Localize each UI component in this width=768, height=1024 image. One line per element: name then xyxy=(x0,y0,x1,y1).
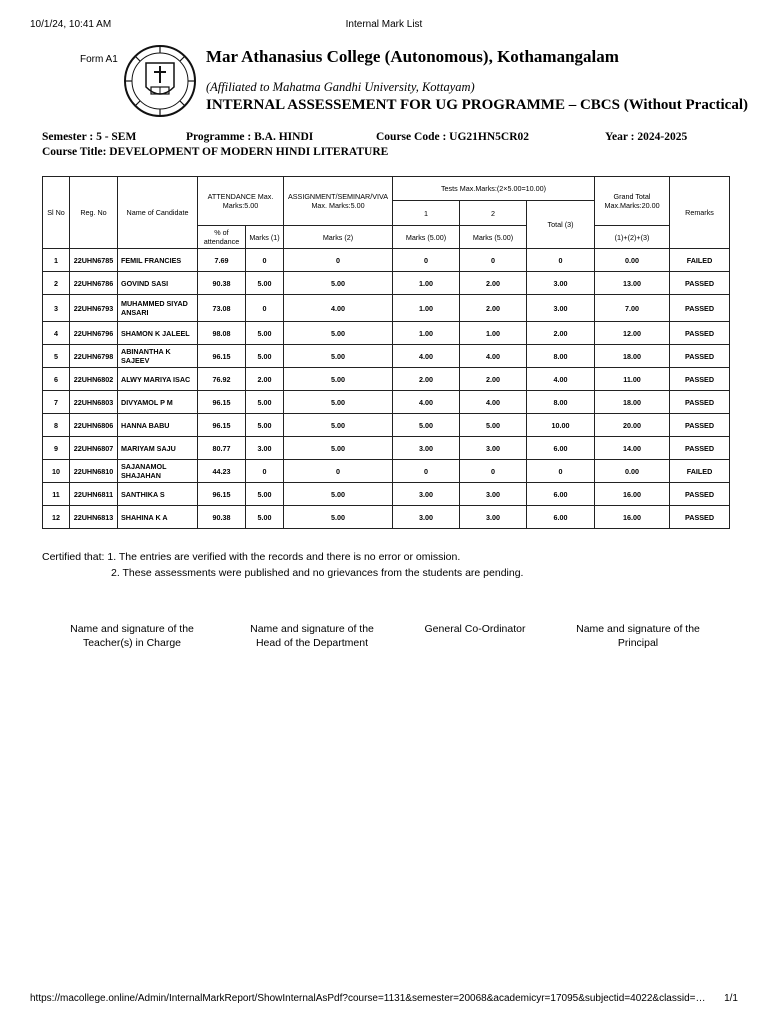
form-id: Form A1 xyxy=(80,54,118,65)
affiliation: (Affiliated to Mahatma Gandhi University, Kottayam) xyxy=(206,80,475,94)
header-tests: Tests Max.Marks:(2×5.00=10.00) xyxy=(393,177,595,201)
signature-role: Teacher(s) in Charge xyxy=(82,637,182,649)
cell-marks-1: 5.00 xyxy=(246,391,284,414)
header-name: Name of Candidate xyxy=(118,177,198,249)
cell-grand-total: 11.00 xyxy=(595,368,670,391)
cell-remarks: PASSED xyxy=(670,345,730,368)
cell-attendance-pct: 73.08 xyxy=(198,295,246,322)
header-remarks: Remarks xyxy=(670,177,730,249)
header-marks-2: Marks (2) xyxy=(284,226,393,249)
cell-test-2: 5.00 xyxy=(460,414,527,437)
cell-grand-total: 14.00 xyxy=(595,437,670,460)
signature-teacher xyxy=(52,622,212,650)
cell-name: ABINANTHA K SAJEEV xyxy=(118,345,198,368)
cell-remarks: PASSED xyxy=(670,506,730,529)
assessment-title: INTERNAL ASSESSEMENT FOR UG PROGRAMME – CBCS (Without Practical) xyxy=(206,97,748,113)
semester: Semester : 5 - SEM xyxy=(42,131,137,143)
cell-name: MARIYAM SAJU xyxy=(118,437,198,460)
cell-attendance-pct: 98.08 xyxy=(198,322,246,345)
cell-test-2: 2.00 xyxy=(460,272,527,295)
header-marks-test-1: Marks (5.00) xyxy=(393,226,460,249)
cell-test-1: 5.00 xyxy=(393,414,460,437)
table-row xyxy=(43,506,730,529)
cell-marks-1: 5.00 xyxy=(246,506,284,529)
cell-sl: 6 xyxy=(43,368,70,391)
signature-label: Name and signature of the xyxy=(250,623,374,635)
table-row xyxy=(43,272,730,295)
cell-marks-2: 0 xyxy=(284,460,393,483)
table-row xyxy=(43,414,730,437)
cell-test-2: 3.00 xyxy=(460,437,527,460)
cell-total-3: 4.00 xyxy=(527,368,595,391)
cell-marks-1: 0 xyxy=(246,249,284,272)
cell-marks-1: 2.00 xyxy=(246,368,284,391)
cell-sl: 12 xyxy=(43,506,70,529)
cell-sl: 7 xyxy=(43,391,70,414)
cell-test-1: 0 xyxy=(393,460,460,483)
certification xyxy=(42,549,523,581)
cell-marks-2: 5.00 xyxy=(284,345,393,368)
table-row xyxy=(43,322,730,345)
cell-sl: 9 xyxy=(43,437,70,460)
cell-test-2: 3.00 xyxy=(460,483,527,506)
cell-sl: 10 xyxy=(43,460,70,483)
college-crest-icon xyxy=(122,43,198,119)
cell-reg-no: 22UHN6802 xyxy=(70,368,118,391)
signature-role: Head of the Department xyxy=(255,637,369,649)
cell-name: SAJANAMOL SHAJAHAN xyxy=(118,460,198,483)
cell-remarks: PASSED xyxy=(670,272,730,295)
cell-test-2: 0 xyxy=(460,460,527,483)
cell-name: SHAHINA K A xyxy=(118,506,198,529)
marks-table xyxy=(42,176,730,529)
cell-test-2: 4.00 xyxy=(460,345,527,368)
print-title: Internal Mark List xyxy=(345,19,423,30)
header-sl: Sl No xyxy=(43,177,70,249)
cell-remarks: PASSED xyxy=(670,414,730,437)
header-test-1: 1 xyxy=(393,201,460,226)
cell-test-2: 2.00 xyxy=(460,368,527,391)
table-row xyxy=(43,437,730,460)
cell-test-1: 0 xyxy=(393,249,460,272)
cell-test-2: 0 xyxy=(460,249,527,272)
cell-attendance-pct: 76.92 xyxy=(198,368,246,391)
cell-reg-no: 22UHN6786 xyxy=(70,272,118,295)
programme: Programme : B.A. HINDI xyxy=(186,131,314,143)
cell-marks-1: 5.00 xyxy=(246,345,284,368)
print-url: https://macollege.online/Admin/InternalMarkReport/ShowInternalAsPdf?course=1131&semester=20068&academicyr=17095&subjectid=4022&classid=… xyxy=(30,993,706,1004)
cell-marks-2: 5.00 xyxy=(284,368,393,391)
table-body xyxy=(43,249,730,529)
cell-test-2: 3.00 xyxy=(460,506,527,529)
cell-marks-2: 0 xyxy=(284,249,393,272)
academic-year: Year : 2024-2025 xyxy=(605,131,688,143)
cell-attendance-pct: 7.69 xyxy=(198,249,246,272)
header-total-3: Total (3) xyxy=(527,201,595,249)
table-row xyxy=(43,460,730,483)
header-pct-attendance: % of attendance xyxy=(198,226,246,249)
cell-test-2: 2.00 xyxy=(460,295,527,322)
cell-sl: 3 xyxy=(43,295,70,322)
cell-marks-2: 5.00 xyxy=(284,437,393,460)
cell-name: SHAMON K JALEEL xyxy=(118,322,198,345)
certification-line-2: 2. These assessments were published and no grievances from the students are pending. xyxy=(111,567,524,579)
cell-marks-2: 5.00 xyxy=(284,483,393,506)
cell-marks-1: 3.00 xyxy=(246,437,284,460)
certification-line-1: Certified that: 1. The entries are verified with the records and there is no error or omission. xyxy=(42,551,461,563)
cell-total-3: 2.00 xyxy=(527,322,595,345)
signature-coordinator xyxy=(395,622,555,636)
cell-marks-2: 5.00 xyxy=(284,322,393,345)
cell-marks-1: 0 xyxy=(246,295,284,322)
cell-total-3: 6.00 xyxy=(527,437,595,460)
signature-label: Name and signature of the xyxy=(576,623,700,635)
cell-attendance-pct: 96.15 xyxy=(198,391,246,414)
college-name: Mar Athanasius College (Autonomous), Kothamangalam xyxy=(206,47,619,66)
cell-remarks: PASSED xyxy=(670,391,730,414)
table-row xyxy=(43,295,730,322)
cell-marks-1: 5.00 xyxy=(246,483,284,506)
cell-attendance-pct: 96.15 xyxy=(198,345,246,368)
cell-reg-no: 22UHN6811 xyxy=(70,483,118,506)
signature-hod xyxy=(232,622,392,650)
cell-grand-total: 13.00 xyxy=(595,272,670,295)
cell-sl: 4 xyxy=(43,322,70,345)
cell-reg-no: 22UHN6798 xyxy=(70,345,118,368)
table-row xyxy=(43,345,730,368)
cell-grand-total: 7.00 xyxy=(595,295,670,322)
cell-total-3: 8.00 xyxy=(527,391,595,414)
cell-marks-2: 5.00 xyxy=(284,506,393,529)
cell-reg-no: 22UHN6807 xyxy=(70,437,118,460)
cell-attendance-pct: 90.38 xyxy=(198,506,246,529)
cell-sl: 11 xyxy=(43,483,70,506)
cell-attendance-pct: 90.38 xyxy=(198,272,246,295)
cell-remarks: FAILED xyxy=(670,249,730,272)
cell-marks-1: 0 xyxy=(246,460,284,483)
cell-name: GOVIND SASI xyxy=(118,272,198,295)
cell-test-1: 4.00 xyxy=(393,391,460,414)
cell-total-3: 3.00 xyxy=(527,272,595,295)
cell-remarks: PASSED xyxy=(670,437,730,460)
cell-test-1: 1.00 xyxy=(393,322,460,345)
cell-grand-total: 16.00 xyxy=(595,483,670,506)
header-grand-total: Grand Total Max.Marks:20.00 xyxy=(595,177,670,226)
cell-test-1: 4.00 xyxy=(393,345,460,368)
cell-remarks: PASSED xyxy=(670,483,730,506)
cell-grand-total: 18.00 xyxy=(595,391,670,414)
cell-reg-no: 22UHN6806 xyxy=(70,414,118,437)
cell-remarks: FAILED xyxy=(670,460,730,483)
header-formula: (1)+(2)+(3) xyxy=(595,226,670,249)
cell-name: ALWY MARIYA ISAC xyxy=(118,368,198,391)
signature-principal xyxy=(558,622,718,650)
cell-reg-no: 22UHN6803 xyxy=(70,391,118,414)
cell-marks-2: 5.00 xyxy=(284,391,393,414)
cell-total-3: 0 xyxy=(527,249,595,272)
table-row xyxy=(43,249,730,272)
cell-attendance-pct: 96.15 xyxy=(198,483,246,506)
cell-sl: 1 xyxy=(43,249,70,272)
header-attendance: ATTENDANCE Max. Marks:5.00 xyxy=(198,177,284,226)
table-row xyxy=(43,483,730,506)
cell-total-3: 0 xyxy=(527,460,595,483)
cell-attendance-pct: 44.23 xyxy=(198,460,246,483)
print-datetime: 10/1/24, 10:41 AM xyxy=(30,19,112,30)
cell-total-3: 8.00 xyxy=(527,345,595,368)
cell-grand-total: 16.00 xyxy=(595,506,670,529)
cell-sl: 8 xyxy=(43,414,70,437)
cell-test-2: 4.00 xyxy=(460,391,527,414)
header-marks-1: Marks (1) xyxy=(246,226,284,249)
cell-total-3: 6.00 xyxy=(527,483,595,506)
header-reg: Reg. No xyxy=(70,177,118,249)
cell-test-1: 1.00 xyxy=(393,272,460,295)
header-marks-test-2: Marks (5.00) xyxy=(460,226,527,249)
cell-reg-no: 22UHN6796 xyxy=(70,322,118,345)
cell-total-3: 10.00 xyxy=(527,414,595,437)
cell-sl: 2 xyxy=(43,272,70,295)
signature-role: Principal xyxy=(617,637,659,649)
cell-grand-total: 20.00 xyxy=(595,414,670,437)
cell-total-3: 6.00 xyxy=(527,506,595,529)
cell-attendance-pct: 80.77 xyxy=(198,437,246,460)
cell-marks-2: 5.00 xyxy=(284,272,393,295)
cell-name: SANTHIKA S xyxy=(118,483,198,506)
cell-marks-2: 5.00 xyxy=(284,414,393,437)
cell-test-1: 3.00 xyxy=(393,483,460,506)
cell-marks-2: 4.00 xyxy=(284,295,393,322)
cell-reg-no: 22UHN6810 xyxy=(70,460,118,483)
cell-grand-total: 0.00 xyxy=(595,249,670,272)
cell-marks-1: 5.00 xyxy=(246,414,284,437)
cell-grand-total: 18.00 xyxy=(595,345,670,368)
cell-test-1: 2.00 xyxy=(393,368,460,391)
header-assignment: ASSIGNMENT/SEMINAR/VIVA Max. Marks:5.00 xyxy=(284,177,393,226)
cell-reg-no: 22UHN6785 xyxy=(70,249,118,272)
cell-test-1: 3.00 xyxy=(393,437,460,460)
cell-name: DIVYAMOL P M xyxy=(118,391,198,414)
cell-remarks: PASSED xyxy=(670,322,730,345)
course-title: Course Title: DEVELOPMENT OF MODERN HINDI LITERATURE xyxy=(42,146,389,158)
signature-label: Name and signature of the xyxy=(70,623,194,635)
cell-name: MUHAMMED SIYAD ANSARI xyxy=(118,295,198,322)
cell-test-1: 3.00 xyxy=(393,506,460,529)
cell-marks-1: 5.00 xyxy=(246,322,284,345)
table-row xyxy=(43,368,730,391)
cell-name: HANNA BABU xyxy=(118,414,198,437)
cell-name: FEMIL FRANCIES xyxy=(118,249,198,272)
cell-total-3: 3.00 xyxy=(527,295,595,322)
table-row xyxy=(43,391,730,414)
header-test-2: 2 xyxy=(460,201,527,226)
cell-grand-total: 0.00 xyxy=(595,460,670,483)
cell-reg-no: 22UHN6793 xyxy=(70,295,118,322)
cell-remarks: PASSED xyxy=(670,368,730,391)
cell-marks-1: 5.00 xyxy=(246,272,284,295)
print-page-number: 1/1 xyxy=(724,993,738,1004)
cell-attendance-pct: 96.15 xyxy=(198,414,246,437)
signature-label: General Co-Ordinator xyxy=(424,623,526,635)
cell-test-2: 1.00 xyxy=(460,322,527,345)
cell-grand-total: 12.00 xyxy=(595,322,670,345)
cell-reg-no: 22UHN6813 xyxy=(70,506,118,529)
cell-test-1: 1.00 xyxy=(393,295,460,322)
cell-remarks: PASSED xyxy=(670,295,730,322)
course-code: Course Code : UG21HN5CR02 xyxy=(376,131,530,143)
cell-sl: 5 xyxy=(43,345,70,368)
